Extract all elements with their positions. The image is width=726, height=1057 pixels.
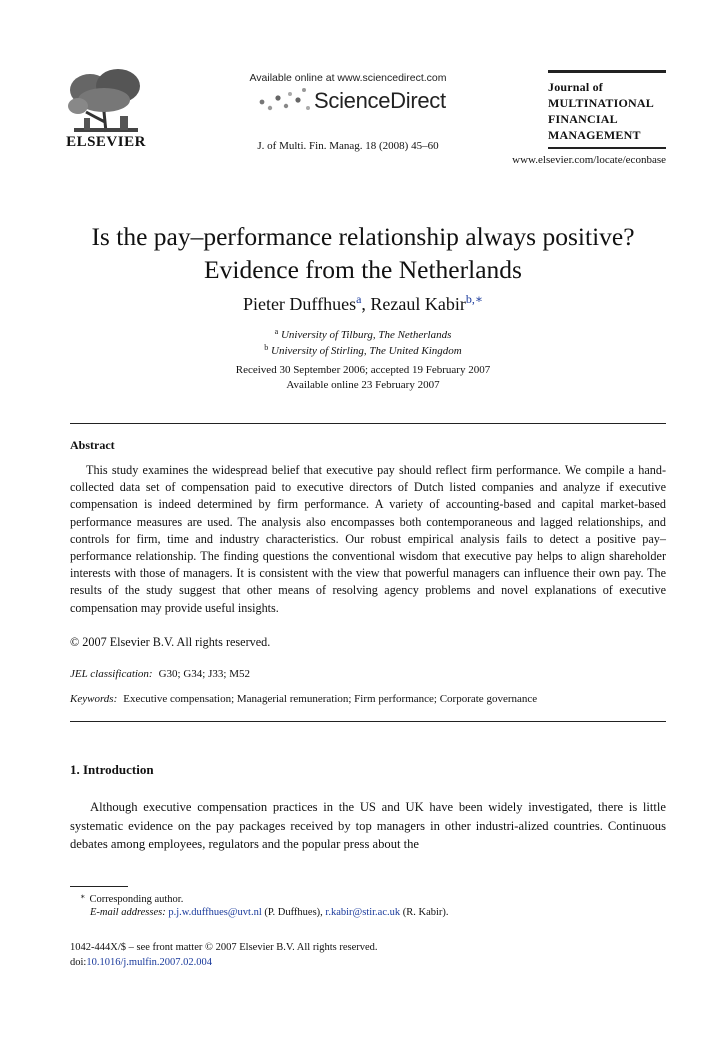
- jel-codes: G30; G34; J33; M52: [158, 668, 250, 680]
- affiliation-mark[interactable]: a: [356, 292, 362, 306]
- journal-top-rule: [548, 70, 666, 73]
- affiliation-mark: b: [264, 343, 269, 352]
- journal-title-box: [548, 70, 666, 149]
- article-title: [40, 220, 686, 286]
- elsevier-logo: [60, 62, 152, 154]
- issn-line: 1042-444X/$ – see front matter © 2007 Elsevier B.V. All rights reserved.: [70, 942, 378, 953]
- abstract-body: [70, 462, 666, 617]
- online-date: Available online 23 February 2007: [286, 379, 440, 391]
- article-title-line-1: Is the pay–performance relationship always positive?: [91, 222, 635, 251]
- email-link[interactable]: p.j.w.duffhues@uvt.nl: [168, 907, 262, 918]
- email-owner: (R. Kabir).: [400, 907, 449, 918]
- section-heading: 1. Introduction: [70, 762, 154, 777]
- journal-citation: J. of Multi. Fin. Manag. 18 (2008) 45–60: [257, 140, 439, 152]
- author-list: [40, 292, 686, 315]
- introduction-body: [70, 798, 666, 854]
- divider: [70, 721, 666, 722]
- sciencedirect-logo: [256, 84, 456, 120]
- email-label: E-mail addresses:: [90, 907, 166, 918]
- footnote-rule: [70, 886, 128, 887]
- keywords-list: Executive compensation; Managerial remuneration; Firm performance; Corporate governance: [123, 693, 538, 705]
- keywords: [70, 693, 537, 705]
- footnote-corresponding: [80, 892, 183, 905]
- journal-bottom-rule: [548, 147, 666, 149]
- author-separator: ,: [361, 294, 371, 314]
- journal-name-line-3: FINANCIAL: [548, 112, 618, 126]
- email-owner: (P. Duffhues),: [261, 907, 326, 918]
- author-name: Rezaul Kabir: [370, 294, 466, 314]
- doi-label: doi:: [70, 957, 87, 968]
- divider: [70, 423, 666, 424]
- affiliation: [40, 327, 686, 341]
- article-title-line-2: Evidence from the Netherlands: [204, 255, 522, 284]
- journal-name-line-4: MANAGEMENT: [548, 128, 641, 142]
- received-dates: Received 30 September 2006; accepted 19 February 2007: [235, 364, 491, 376]
- journal-name-line-1: Journal of: [548, 80, 604, 94]
- available-online-text[interactable]: Available online at www.sciencedirect.com: [249, 72, 447, 84]
- journal-name-line-2: MULTINATIONAL: [548, 96, 654, 110]
- jel-classification: [70, 668, 250, 680]
- sciencedirect-dots-icon: [256, 86, 314, 116]
- journal-url[interactable]: www.elsevier.com/locate/econbase: [512, 154, 666, 166]
- jel-label: JEL classification:: [70, 668, 153, 680]
- introduction-text: Although executive compensation practices in the US and UK have been widely investigated, there is little systematic evidence on the pay packages received by top managers in other industri-alized countries. Continuous debates among employees, regulators and the popular press about the: [70, 800, 666, 851]
- doi-link[interactable]: 10.1016/j.mulfin.2007.02.004: [86, 957, 213, 968]
- elsevier-wordmark: ELSEVIER: [66, 134, 146, 150]
- abstract-text: This study examines the widespread belief that executive pay should reflect firm performance. We compile a hand-collected data set of compensation paid to executive directors of Dutch listed companies and analyze if executive compensation is indeed determined by firm performance. A variety of accounting-based and capital market-based performance measures are used. The analysis also encompasses both contemporaneous and lagged relationships, and controls for firm, time and industry characteristics. Our robust empirical analysis fails to detect a positive pay–performance relationship. The finding questions the conventional wisdom that executive pay helps to align shareholder interests with those of managers. It is consistent with the view that powerful managers can influence their own pay. The results of the study suggest that other means of resolving agency problems and novel explanations of executive compensation may provide useful insights.: [70, 463, 666, 615]
- doi-line: [70, 957, 212, 968]
- author-name: Pieter Duffhues: [242, 294, 357, 314]
- footnote-mark: ∗: [80, 892, 86, 901]
- affiliation-mark[interactable]: b,∗: [465, 292, 484, 306]
- footnote-emails: [90, 907, 449, 918]
- sciencedirect-wordmark: ScienceDirect: [314, 88, 446, 113]
- affiliation-text: University of Stirling, The United Kingdom: [271, 345, 462, 357]
- affiliation: [40, 343, 686, 357]
- affiliation-text: University of Tilburg, The Netherlands: [280, 329, 452, 341]
- abstract-heading: Abstract: [70, 438, 115, 452]
- keywords-label: Keywords:: [70, 693, 118, 705]
- corresponding-text: Corresponding author.: [89, 894, 184, 905]
- affiliation-mark: a: [274, 327, 279, 336]
- abstract-copyright: © 2007 Elsevier B.V. All rights reserved.: [70, 635, 271, 649]
- email-link[interactable]: r.kabir@stir.ac.uk: [325, 907, 401, 918]
